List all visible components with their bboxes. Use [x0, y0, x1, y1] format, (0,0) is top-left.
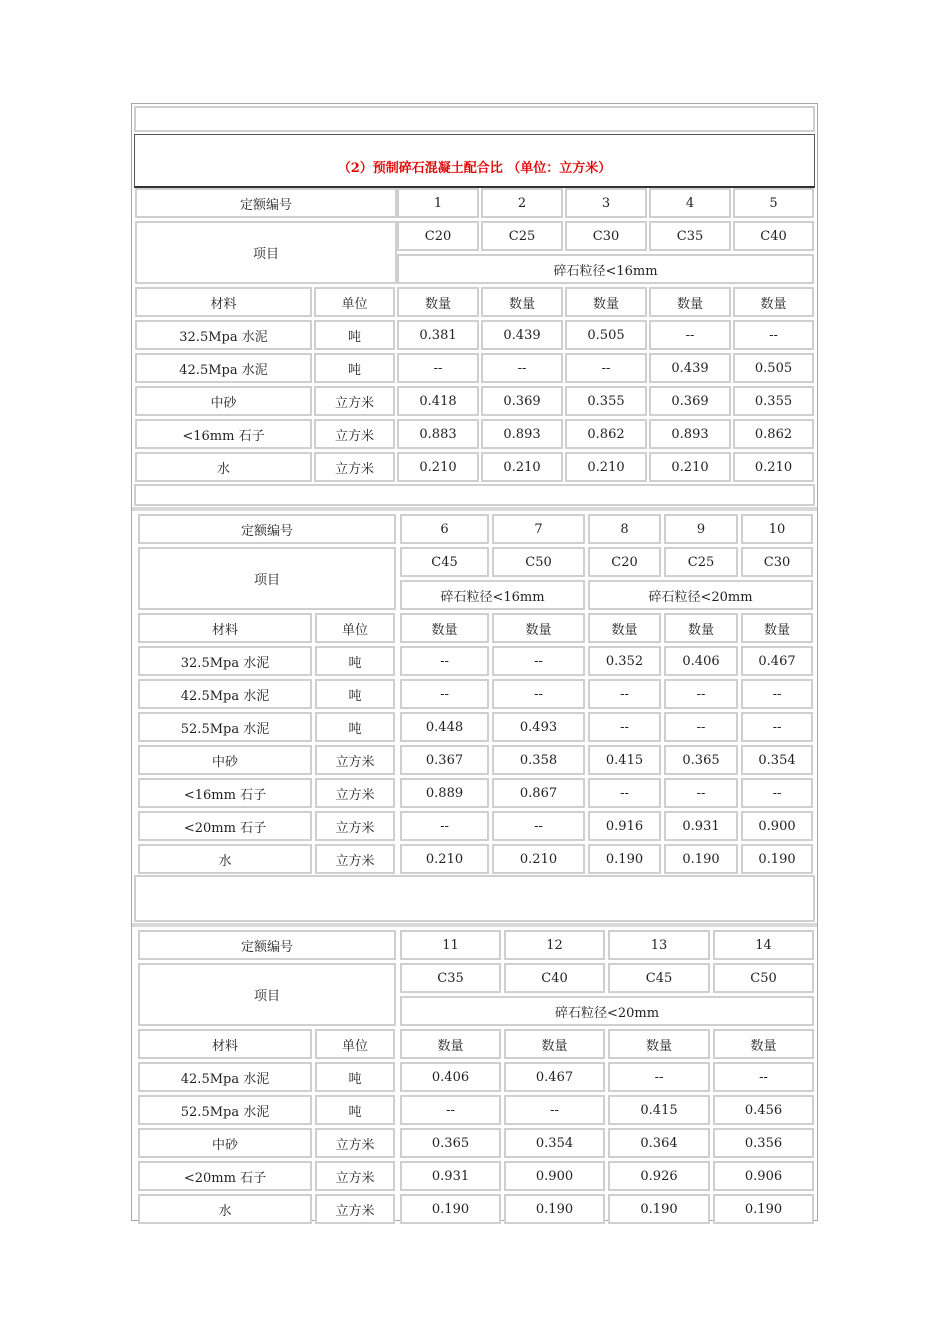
quantity-value: 0.900 [741, 811, 813, 841]
quantity-value: 0.190 [608, 1194, 710, 1224]
quantity-value: 0.356 [713, 1128, 814, 1158]
top-empty-band [134, 106, 815, 132]
quantity-header: 数量 [588, 613, 661, 643]
section1-footer-band [134, 484, 815, 506]
material-unit: 吨 [314, 320, 395, 350]
quantity-value: 0.448 [400, 712, 489, 742]
quantity-value: 0.505 [733, 353, 814, 383]
quantity-value: 0.190 [400, 1194, 501, 1224]
quantity-value: -- [481, 353, 563, 383]
material-unit: 立方米 [314, 419, 395, 449]
concrete-grade: C20 [588, 547, 661, 577]
quota-number: 14 [713, 930, 814, 960]
unit-header: 单位 [315, 1029, 395, 1059]
quantity-value: -- [504, 1095, 605, 1125]
quantity-value: 0.358 [492, 745, 585, 775]
quantity-value: -- [741, 679, 813, 709]
quantity-value: 0.210 [397, 452, 479, 482]
quantity-value: 0.456 [713, 1095, 814, 1125]
quantity-value: -- [713, 1062, 814, 1092]
quantity-header: 数量 [492, 613, 585, 643]
quantity-value: -- [492, 646, 585, 676]
quantity-value: 0.190 [588, 844, 661, 874]
material-name: 水 [138, 1194, 312, 1224]
material-unit: 吨 [315, 1095, 395, 1125]
quantity-value: 0.210 [400, 844, 489, 874]
quantity-value: 0.916 [588, 811, 661, 841]
material-unit: 立方米 [314, 452, 395, 482]
material-name: 42.5Mpa 水泥 [138, 1062, 312, 1092]
material-unit: 吨 [315, 1062, 395, 1092]
quantity-value: -- [400, 679, 489, 709]
quota-number: 13 [608, 930, 710, 960]
concrete-grade: C40 [504, 963, 605, 993]
concrete-grade: C25 [664, 547, 738, 577]
unit-header: 单位 [315, 613, 395, 643]
quantity-value: 0.354 [504, 1128, 605, 1158]
quantity-value: 0.355 [565, 386, 647, 416]
quantity-value: -- [588, 679, 661, 709]
quantity-header: 数量 [400, 1029, 501, 1059]
quantity-value: 0.862 [733, 419, 814, 449]
quantity-value: 0.369 [649, 386, 731, 416]
quantity-value: 0.900 [504, 1161, 605, 1191]
quantity-value: 0.493 [492, 712, 585, 742]
quantity-header: 数量 [400, 613, 489, 643]
quantity-value: 0.355 [733, 386, 814, 416]
material-name: <16mm 石子 [135, 419, 312, 449]
quantity-header: 数量 [504, 1029, 605, 1059]
quantity-value: 0.893 [649, 419, 731, 449]
aggregate-size-label: 碎石粒径<20mm [400, 996, 814, 1026]
material-unit: 立方米 [315, 778, 395, 808]
concrete-grade: C45 [400, 547, 489, 577]
quantity-value: 0.190 [504, 1194, 605, 1224]
table-title: （2）预制碎石混凝土配合比 （单位：立方米） [337, 161, 612, 176]
material-name: 32.5Mpa 水泥 [135, 320, 312, 350]
quantity-value: -- [588, 778, 661, 808]
quantity-value: 0.418 [397, 386, 479, 416]
quantity-value: 0.862 [565, 419, 647, 449]
section-separator [132, 923, 817, 927]
quantity-value: 0.190 [664, 844, 738, 874]
aggregate-size-label: 碎石粒径<16mm [397, 254, 814, 284]
quantity-value: 0.365 [400, 1128, 501, 1158]
quantity-value: -- [649, 320, 731, 350]
quantity-value: 0.367 [400, 745, 489, 775]
material-name: 中砂 [138, 1128, 312, 1158]
quota-number: 7 [492, 514, 585, 544]
quantity-value: 0.883 [397, 419, 479, 449]
material-name: 水 [135, 452, 312, 482]
material-header: 材料 [138, 613, 312, 643]
quantity-value: 0.893 [481, 419, 563, 449]
section-separator [132, 507, 817, 511]
quantity-header: 数量 [565, 287, 647, 317]
quantity-value: 0.210 [492, 844, 585, 874]
concrete-grade: C20 [397, 221, 479, 251]
item-label: 项目 [138, 547, 396, 610]
quantity-value: -- [664, 712, 738, 742]
quantity-value: 0.931 [400, 1161, 501, 1191]
item-label: 项目 [138, 963, 396, 1026]
quota-number: 10 [741, 514, 813, 544]
quantity-value: 0.406 [664, 646, 738, 676]
concrete-grade: C50 [492, 547, 585, 577]
quota-number: 9 [664, 514, 738, 544]
quantity-header: 数量 [664, 613, 738, 643]
concrete-grade: C50 [713, 963, 814, 993]
material-unit: 立方米 [315, 745, 395, 775]
quantity-value: 0.415 [588, 745, 661, 775]
quantity-value: 0.467 [741, 646, 813, 676]
section2-footer-band [134, 875, 815, 922]
quantity-value: -- [492, 811, 585, 841]
mix-ratio-table [131, 103, 818, 1221]
quantity-value: 0.439 [481, 320, 563, 350]
quantity-value: 0.190 [713, 1194, 814, 1224]
quantity-value: 0.906 [713, 1161, 814, 1191]
quantity-value: 0.415 [608, 1095, 710, 1125]
material-unit: 立方米 [315, 1194, 395, 1224]
quantity-value: 0.190 [741, 844, 813, 874]
quantity-value: 0.210 [733, 452, 814, 482]
quota-number: 8 [588, 514, 661, 544]
quantity-header: 数量 [741, 613, 813, 643]
quantity-value: 0.364 [608, 1128, 710, 1158]
quantity-value: 0.365 [664, 745, 738, 775]
material-unit: 立方米 [315, 811, 395, 841]
quantity-value: -- [664, 679, 738, 709]
quantity-value: 0.354 [741, 745, 813, 775]
material-unit: 吨 [314, 353, 395, 383]
quantity-value: 0.352 [588, 646, 661, 676]
quota-number-label: 定额编号 [138, 930, 396, 960]
quota-number: 2 [481, 188, 563, 218]
material-unit: 吨 [315, 646, 395, 676]
material-unit: 立方米 [314, 386, 395, 416]
material-name: 中砂 [135, 386, 312, 416]
quota-number: 12 [504, 930, 605, 960]
material-unit: 立方米 [315, 1161, 395, 1191]
quantity-value: -- [400, 646, 489, 676]
quantity-value: -- [588, 712, 661, 742]
material-unit: 立方米 [315, 844, 395, 874]
concrete-grade: C45 [608, 963, 710, 993]
quantity-value: 0.381 [397, 320, 479, 350]
quantity-value: -- [565, 353, 647, 383]
quantity-header: 数量 [481, 287, 563, 317]
quota-number: 3 [565, 188, 647, 218]
concrete-grade: C30 [741, 547, 813, 577]
quantity-value: -- [741, 778, 813, 808]
quantity-value: -- [741, 712, 813, 742]
quantity-value: -- [492, 679, 585, 709]
quantity-value: -- [400, 811, 489, 841]
quantity-value: -- [397, 353, 479, 383]
material-name: 42.5Mpa 水泥 [138, 679, 312, 709]
quota-number: 6 [400, 514, 489, 544]
quantity-value: 0.210 [481, 452, 563, 482]
aggregate-size-label: 碎石粒径<16mm [400, 580, 585, 610]
material-name: <20mm 石子 [138, 1161, 312, 1191]
quantity-value: 0.505 [565, 320, 647, 350]
quantity-header: 数量 [397, 287, 479, 317]
material-header: 材料 [138, 1029, 312, 1059]
quantity-value: 0.931 [664, 811, 738, 841]
material-name: 52.5Mpa 水泥 [138, 712, 312, 742]
quantity-value: 0.439 [649, 353, 731, 383]
quantity-value: 0.406 [400, 1062, 501, 1092]
quantity-value: 0.867 [492, 778, 585, 808]
quantity-value: 0.369 [481, 386, 563, 416]
material-unit: 吨 [315, 679, 395, 709]
title-cell [134, 134, 815, 188]
quota-number: 5 [733, 188, 814, 218]
concrete-grade: C35 [400, 963, 501, 993]
material-name: <20mm 石子 [138, 811, 312, 841]
quantity-header: 数量 [649, 287, 731, 317]
quantity-value: 0.926 [608, 1161, 710, 1191]
concrete-grade: C25 [481, 221, 563, 251]
material-name: 32.5Mpa 水泥 [138, 646, 312, 676]
quota-number: 4 [649, 188, 731, 218]
quantity-value: -- [733, 320, 814, 350]
quantity-value: 0.889 [400, 778, 489, 808]
quantity-header: 数量 [608, 1029, 710, 1059]
quota-number-label: 定额编号 [135, 188, 397, 218]
material-unit: 吨 [315, 712, 395, 742]
aggregate-size-label: 碎石粒径<20mm [588, 580, 813, 610]
quantity-header: 数量 [733, 287, 814, 317]
quota-number-label: 定额编号 [138, 514, 396, 544]
quantity-value: -- [608, 1062, 710, 1092]
quota-number: 11 [400, 930, 501, 960]
concrete-grade: C30 [565, 221, 647, 251]
material-header: 材料 [135, 287, 312, 317]
material-name: 42.5Mpa 水泥 [135, 353, 312, 383]
concrete-grade: C35 [649, 221, 731, 251]
unit-header: 单位 [314, 287, 395, 317]
quantity-value: 0.210 [565, 452, 647, 482]
quantity-header: 数量 [713, 1029, 814, 1059]
material-name: 52.5Mpa 水泥 [138, 1095, 312, 1125]
material-unit: 立方米 [315, 1128, 395, 1158]
item-label: 项目 [135, 221, 397, 284]
material-name: 中砂 [138, 745, 312, 775]
material-name: <16mm 石子 [138, 778, 312, 808]
quantity-value: -- [400, 1095, 501, 1125]
quantity-value: 0.210 [649, 452, 731, 482]
material-name: 水 [138, 844, 312, 874]
concrete-grade: C40 [733, 221, 814, 251]
quantity-value: -- [664, 778, 738, 808]
quantity-value: 0.467 [504, 1062, 605, 1092]
quota-number: 1 [397, 188, 479, 218]
